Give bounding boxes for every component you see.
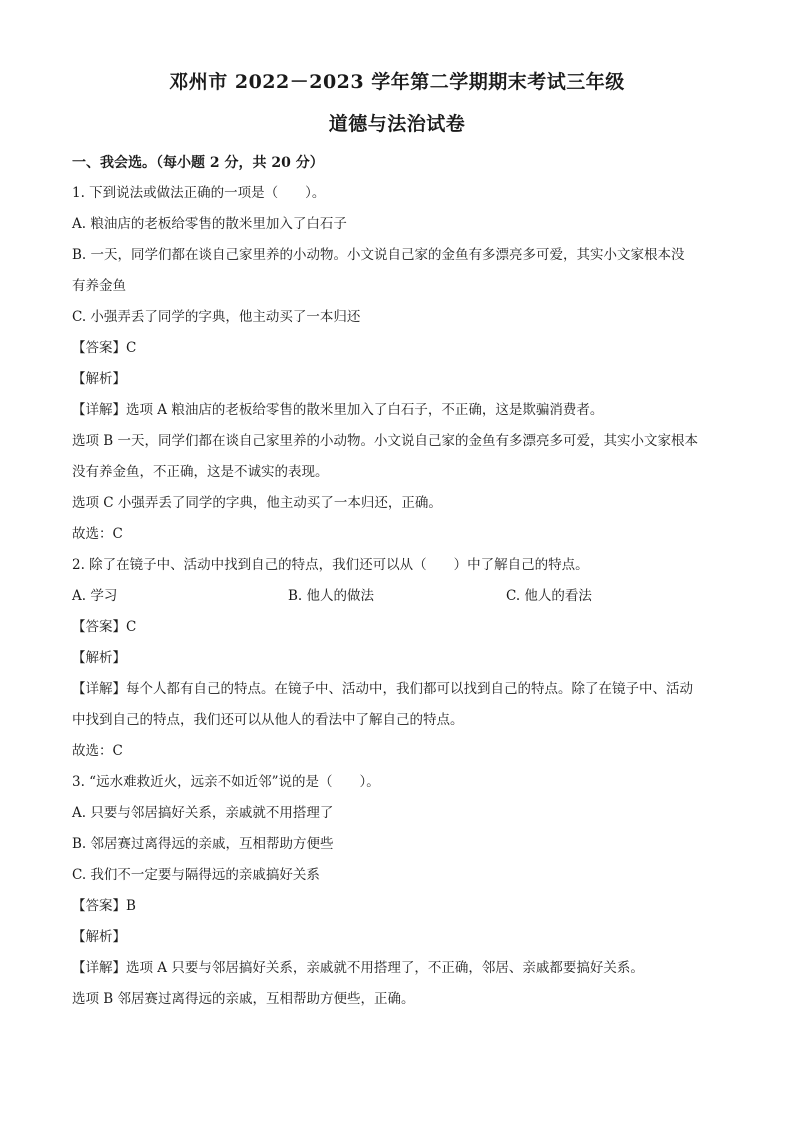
answer-label: 【答案】C	[72, 340, 137, 356]
question-3	[72, 767, 722, 1015]
option-a: A. 只要与邻居搞好关系，亲戚就不用搭理了	[72, 805, 334, 821]
section-heading: 一、我会选。（每小题 2 分，共 20 分）	[72, 155, 324, 171]
option-c: C. 小强弄丢了同学的字典，他主动买了一本归还	[72, 309, 361, 325]
detail-text: 【详解】选项 A 只要与邻居搞好关系，亲戚就不用搭理了，不正确，邻居、亲戚都要搞好关系。	[72, 960, 644, 976]
option-b: B. 邻居赛过离得远的亲戚，互相帮助方便些	[72, 836, 334, 852]
option-b: B. 一天，同学们都在谈自己家里养的小动物。小文说自己家的金鱼有多漂亮多可爱，其实小文家根本没	[72, 247, 685, 263]
detail-text: 没有养金鱼，不正确，这是不诚实的表现。	[72, 464, 329, 480]
answer-label: 【答案】C	[72, 619, 137, 635]
question-2	[72, 550, 722, 767]
answer-label: 【答案】B	[72, 898, 136, 914]
options-row	[72, 581, 722, 612]
exam-subtitle: 道德与法治试卷	[328, 113, 466, 135]
question-stem: 2. 除了在镜子中、活动中找到自己的特点，我们还可以从（ ）中了解自己的特点。	[72, 557, 589, 573]
analysis-label: 【解析】	[72, 650, 126, 666]
final-choice: 故选：C	[72, 743, 123, 759]
final-choice: 故选：C	[72, 526, 123, 542]
analysis-label: 【解析】	[72, 929, 126, 945]
detail-text: 【详解】选项 A 粮油店的老板给零售的散米里加入了白石子，不正确，这是欺骗消费者。	[72, 402, 604, 418]
exam-title: 邓州市 2022－2023 学年第二学期期末考试三年级	[169, 71, 625, 93]
question-stem: 3. “远水难救近火，远亲不如近邻”说的是（ ）。	[72, 774, 380, 790]
question-stem: 1. 下到说法或做法正确的一项是（ ）。	[72, 185, 326, 201]
option-b-continued: 有养金鱼	[72, 278, 126, 294]
detail-text: 【详解】每个人都有自己的特点。在镜子中、活动中，我们都可以找到自己的特点。除了在镜子中、活动	[72, 681, 693, 697]
option-b: B. 他人的做法	[288, 588, 375, 604]
option-c: C. 我们不一定要与隔得远的亲戚搞好关系	[72, 867, 320, 883]
analysis-label: 【解析】	[72, 371, 126, 387]
option-a: A. 粮油店的老板给零售的散米里加入了白石子	[72, 216, 347, 232]
detail-text: 选项 C 小强弄丢了同学的字典，他主动买了一本归还，正确。	[72, 495, 442, 511]
question-1	[72, 178, 722, 550]
option-c: C. 他人的看法	[506, 588, 592, 604]
detail-text: 中找到自己的特点，我们还可以从他人的看法中了解自己的特点。	[72, 712, 464, 728]
detail-text: 选项 B 邻居赛过离得远的亲戚，互相帮助方便些，正确。	[72, 991, 415, 1007]
option-a: A. 学习	[72, 588, 118, 604]
detail-text: 选项 B 一天，同学们都在谈自己家里养的小动物。小文说自己家的金鱼有多漂亮多可爱，其实小文家根本	[72, 433, 699, 449]
